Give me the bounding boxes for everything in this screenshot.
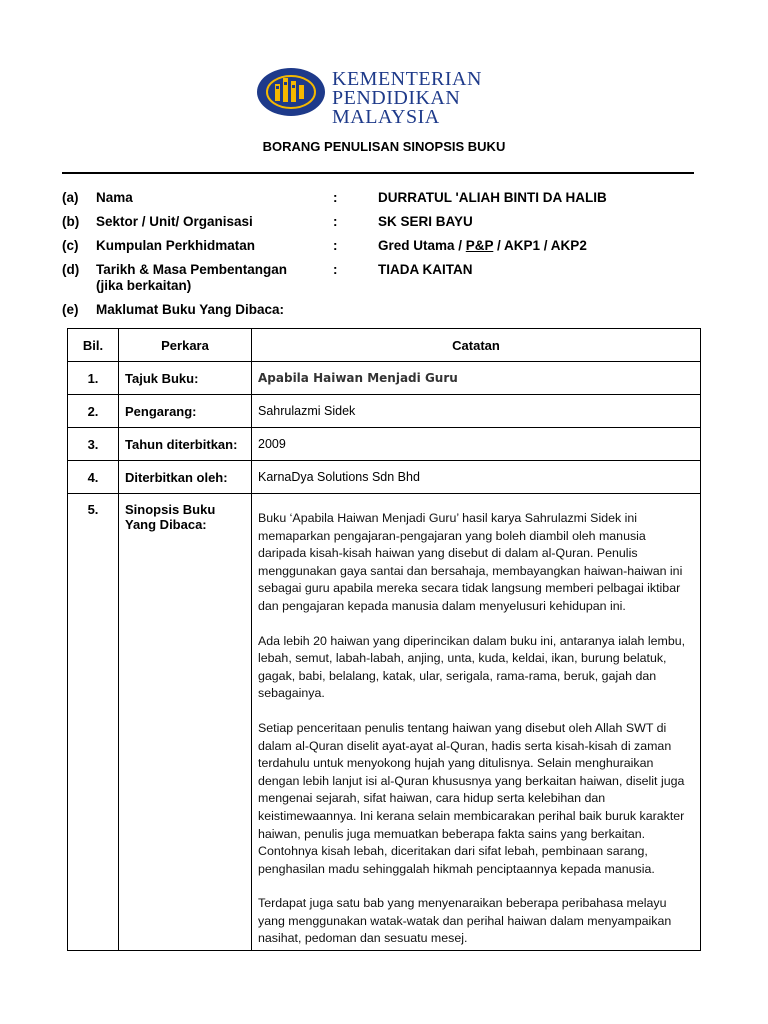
field-value: TIADA KAITAN <box>378 262 473 277</box>
ministry-name <box>332 70 482 127</box>
field-row-tarikh <box>62 262 702 302</box>
synopsis-paragraph: Buku ‘Apabila Haiwan Menjadi Guru’ hasil karya Sahrulazmi Sidek ini memaparkan pengajaran-pengajaran yang boleh diambil oleh manusia daripada kisah-kisah haiwan yang disebut di dalam al-Quran. Penulis menggunakan gaya santai dan bersahaja, membayangkan haiwan-haiwan ini sebagai guru apabila mereka secara tidak langsung memberi pelbagai iktibar dan pengajaran kepada manusia dalam menyelusuri kehidupan ini. <box>258 511 683 613</box>
row-number: 3. <box>68 428 119 461</box>
field-letter: (e) <box>62 302 79 317</box>
ministry-emblem-icon <box>256 66 326 118</box>
field-value: SK SERI BAYU <box>378 214 473 229</box>
logo-line-1: KEMENTERIAN <box>332 68 482 90</box>
field-label: Kumpulan Perkhidmatan <box>96 238 256 253</box>
table-row <box>68 461 701 494</box>
logo-line-3: MALAYSIA <box>332 106 440 128</box>
field-row-kumpulan <box>62 238 702 262</box>
row-perkara: Diterbitkan oleh: <box>119 461 252 494</box>
synopsis-cell <box>252 494 701 951</box>
table-row <box>68 428 701 461</box>
grade-prefix: Gred Utama / <box>378 238 466 253</box>
grade-selected: P&P <box>465 238 494 253</box>
row-perkara: Tajuk Buku: <box>119 362 252 395</box>
row-catatan: KarnaDya Solutions Sdn Bhd <box>252 461 701 494</box>
row-catatan: Apabila Haiwan Menjadi Guru <box>252 362 701 395</box>
field-row-maklumat <box>62 302 702 326</box>
field-label: Sektor / Unit/ Organisasi <box>96 214 253 229</box>
table-row <box>68 362 701 395</box>
ministry-logo <box>256 66 516 126</box>
applicant-fields <box>62 190 702 326</box>
book-info-table <box>67 328 701 951</box>
row-number: 5. <box>68 494 119 951</box>
field-colon: : <box>333 214 338 229</box>
row-perkara: Sinopsis Buku Yang Dibaca: <box>119 494 252 951</box>
field-label: Maklumat Buku Yang Dibaca: <box>96 302 285 317</box>
row-perkara: Pengarang: <box>119 395 252 428</box>
header-catatan: Catatan <box>252 329 701 362</box>
field-value <box>378 238 587 253</box>
field-label-line-1: Tarikh & Masa Pembentangan <box>96 262 288 277</box>
row-number: 4. <box>68 461 119 494</box>
field-colon: : <box>333 262 338 277</box>
document-title: BORANG PENULISAN SINOPSIS BUKU <box>262 139 506 154</box>
synopsis-paragraph: Setiap penceritaan penulis tentang haiwan yang disebut oleh Allah SWT di dalam al-Quran diselit ayat-ayat al-Quran, hadis serta kisah-kisah di zaman terdahulu untuk menyokong hujah yang ditulisnya. Selain menghuraikan dengan lebih lanjut isi al-Quran khususnya yang berkaitan haiwan, diselit juga mengenai sejarah, sifat haiwan, cara hidup serta kelebihan dan keistimewaannya. Ini kerana selain membicarakan perihal baik buruk karakter haiwan, penulis juga memuatkan beberapa fakta sains yang berkaitan. Contohnya kisah lebah, diceritakan dari sifat lebah, pembinaan sarang, penghasilan madu sehinggalah hikmah penciptaannya kepada manusia. <box>258 720 685 876</box>
row-perkara: Tahun diterbitkan: <box>119 428 252 461</box>
synopsis-row <box>68 494 701 951</box>
row-number: 2. <box>68 395 119 428</box>
field-colon: : <box>333 190 338 205</box>
logo-line-2: PENDIDIKAN <box>332 87 461 109</box>
row-catatan: 2009 <box>252 428 701 461</box>
field-letter: (b) <box>62 214 80 229</box>
row-catatan: Sahrulazmi Sidek <box>252 395 701 428</box>
header-perkara: Perkara <box>119 329 252 362</box>
field-label: Nama <box>96 190 133 205</box>
field-label-line-2: (jika berkaitan) <box>96 278 192 293</box>
table-header-row <box>68 329 701 362</box>
title-divider <box>62 172 694 174</box>
grade-suffix: / AKP1 / AKP2 <box>493 238 587 253</box>
field-row-nama <box>62 190 702 214</box>
field-label <box>96 262 287 294</box>
field-letter: (c) <box>62 238 79 253</box>
synopsis-text <box>258 494 694 950</box>
field-letter: (d) <box>62 262 80 277</box>
synopsis-paragraph: Ada lebih 20 haiwan yang diperincikan dalam buku ini, antaranya ialah lembu, lebah, semut, labah-labah, anjing, unta, kuda, keldai, ikan, burung belatuk, gagak, babi, belalang, katak, ular, serigala, rama-rama, beruk, gajah dan sebagainya. <box>258 633 686 701</box>
field-value: DURRATUL 'ALIAH BINTI DA HALIB <box>378 190 607 205</box>
row-number: 1. <box>68 362 119 395</box>
field-colon: : <box>333 238 338 253</box>
header-bil: Bil. <box>68 329 119 362</box>
field-row-sektor <box>62 214 702 238</box>
field-letter: (a) <box>62 190 79 205</box>
table-row <box>68 395 701 428</box>
synopsis-paragraph: Terdapat juga satu bab yang menyenaraikan beberapa peribahasa melayu yang menggunakan watak-watak dan perihal haiwan dalam menyampaikan nasihat, pedoman dan sesuatu mesej. <box>258 896 672 946</box>
